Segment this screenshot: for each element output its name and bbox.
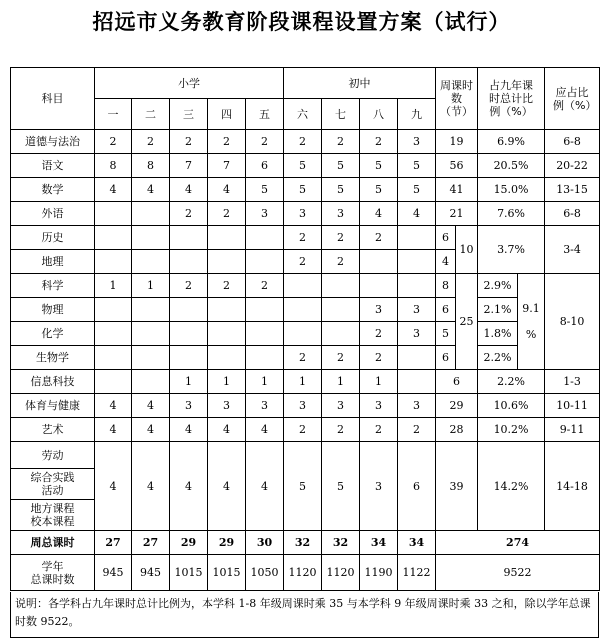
subject-name: 化学: [11, 322, 95, 346]
cell: 4: [132, 442, 170, 531]
cell: 34: [360, 531, 398, 555]
cell: 2: [284, 418, 322, 442]
target-range: 14-18: [545, 442, 600, 531]
grade-2: 二: [132, 99, 170, 130]
cell: [246, 298, 284, 322]
cell: [95, 370, 132, 394]
cell: 29: [170, 531, 208, 555]
weekly-total: 6: [436, 370, 478, 394]
header-target: 应占比例（%）: [545, 68, 600, 130]
sub-total: 6: [436, 226, 456, 250]
cell: [170, 226, 208, 250]
cell: [95, 346, 132, 370]
grade-7: 七: [322, 99, 360, 130]
table-row: [11, 226, 600, 250]
cell: [170, 346, 208, 370]
cell: 2: [246, 130, 284, 154]
cell: [322, 322, 360, 346]
cell: 1190: [360, 555, 398, 591]
cell: 5: [360, 178, 398, 202]
cell: 4: [246, 418, 284, 442]
cell: 2: [208, 274, 246, 298]
cell: [208, 322, 246, 346]
cell: 1: [284, 370, 322, 394]
cell: 2: [322, 130, 360, 154]
subject-name-line: 地方课程: [30, 502, 75, 515]
grand-total: 9522: [436, 555, 600, 591]
cell: [132, 346, 170, 370]
curriculum-table: [10, 67, 600, 591]
subject-name: 道德与法治: [11, 130, 95, 154]
cell: 945: [95, 555, 132, 591]
cell: 1015: [208, 555, 246, 591]
subject-name: 生物学: [11, 346, 95, 370]
cell: 4: [132, 418, 170, 442]
share-pct: 10.6%: [478, 394, 545, 418]
cell: [322, 298, 360, 322]
table-row: [11, 370, 600, 394]
subject-name: 劳动: [11, 442, 95, 469]
cell: 1120: [322, 555, 360, 591]
target-range: 9-11: [545, 418, 600, 442]
cell: [398, 370, 436, 394]
table-row: [11, 202, 600, 226]
cell: 2: [170, 274, 208, 298]
cell: 3: [360, 394, 398, 418]
cell: 3: [322, 202, 360, 226]
page-title: 招远市义务教育阶段课程设置方案（试行）: [92, 10, 511, 34]
cell: 8: [95, 154, 132, 178]
cell: 2: [360, 130, 398, 154]
cell: 4: [170, 418, 208, 442]
cell: [132, 370, 170, 394]
header-primary: 小学: [95, 68, 284, 99]
cell: 5: [322, 178, 360, 202]
target-range: 20-22: [545, 154, 600, 178]
share-pct: 10.2%: [478, 418, 545, 442]
cell: 945: [132, 555, 170, 591]
cell: 1: [170, 370, 208, 394]
weekly-total: 29: [436, 394, 478, 418]
subject-name: [11, 500, 95, 531]
cell: 5: [398, 154, 436, 178]
table-row: [11, 130, 600, 154]
header-share: 占九年课时总计比例（%）: [478, 68, 545, 130]
share-pct: 6.9%: [478, 130, 545, 154]
cell: 32: [284, 531, 322, 555]
subject-name: [11, 555, 95, 591]
weekly-total: 21: [436, 202, 478, 226]
cell: [170, 322, 208, 346]
table-row: [11, 418, 600, 442]
cell: [246, 226, 284, 250]
weekly-total: 39: [436, 442, 478, 531]
cell: 5: [322, 442, 360, 531]
header-middle: 初中: [284, 68, 436, 99]
weekly-total: 41: [436, 178, 478, 202]
subject-name: [11, 469, 95, 500]
cell: 3: [284, 202, 322, 226]
cell: 2: [208, 130, 246, 154]
cell: 2: [322, 250, 360, 274]
cell: 2: [246, 274, 284, 298]
grand-total: 274: [436, 531, 600, 555]
cell: 30: [246, 531, 284, 555]
cell: [246, 322, 284, 346]
cell: 2: [170, 130, 208, 154]
cell: 1050: [246, 555, 284, 591]
sub-pct: 2.2%: [478, 346, 518, 370]
cell: 4: [360, 202, 398, 226]
target-range: 6-8: [545, 202, 600, 226]
cell: 3: [398, 130, 436, 154]
group-pct: [518, 274, 545, 370]
share-pct: 7.6%: [478, 202, 545, 226]
cell: [208, 298, 246, 322]
cell: 2: [284, 130, 322, 154]
subject-name: 周总课时: [11, 531, 95, 555]
grade-4: 四: [208, 99, 246, 130]
cell: 6: [398, 442, 436, 531]
cell: [246, 250, 284, 274]
cell: 2: [360, 322, 398, 346]
cell: 4: [208, 178, 246, 202]
grade-1: 一: [95, 99, 132, 130]
sub-pct: 2.9%: [478, 274, 518, 298]
sub-total: 6: [436, 298, 456, 322]
subject-name: 历史: [11, 226, 95, 250]
cell: 1: [322, 370, 360, 394]
cell: 3: [284, 394, 322, 418]
cell: 32: [322, 531, 360, 555]
cell: 4: [170, 442, 208, 531]
sub-total: 5: [436, 322, 456, 346]
group-total: 25: [456, 274, 478, 370]
cell: 8: [132, 154, 170, 178]
cell: 2: [322, 226, 360, 250]
subject-name: 科学: [11, 274, 95, 298]
cell: 4: [95, 394, 132, 418]
sub-pct: 1.8%: [478, 322, 518, 346]
cell: [132, 226, 170, 250]
sub-total: 6: [436, 346, 456, 370]
cell: 3: [398, 298, 436, 322]
grade-5: 五: [246, 99, 284, 130]
cell: 1: [95, 274, 132, 298]
cell: 2: [95, 130, 132, 154]
cell: 2: [322, 418, 360, 442]
grade-8: 八: [360, 99, 398, 130]
sub-pct: 2.1%: [478, 298, 518, 322]
subject-name-line: 活动: [41, 484, 64, 497]
cell: 4: [95, 178, 132, 202]
target-range: 8-10: [545, 274, 600, 370]
cell: 2: [132, 130, 170, 154]
sub-total: 8: [436, 274, 456, 298]
cell: [132, 322, 170, 346]
weekly-total: 28: [436, 418, 478, 442]
table-row: [11, 346, 600, 370]
cell: 3: [322, 394, 360, 418]
cell: 3: [360, 442, 398, 531]
weekly-total: 56: [436, 154, 478, 178]
cell: 5: [322, 154, 360, 178]
table-row: [11, 531, 600, 555]
share-pct: 2.2%: [478, 370, 545, 394]
cell: 2: [170, 202, 208, 226]
share-pct: 20.5%: [478, 154, 545, 178]
cell: 3: [246, 394, 284, 418]
cell: [208, 226, 246, 250]
cell: [398, 274, 436, 298]
cell: 1122: [398, 555, 436, 591]
cell: 4: [132, 178, 170, 202]
cell: 4: [132, 394, 170, 418]
cell: [95, 322, 132, 346]
cell: 5: [284, 442, 322, 531]
grade-3: 三: [170, 99, 208, 130]
target-range: 10-11: [545, 394, 600, 418]
cell: [132, 298, 170, 322]
share-pct: 3.7%: [478, 226, 545, 274]
target-range: 13-15: [545, 178, 600, 202]
cell: 5: [398, 178, 436, 202]
table-row: [11, 274, 600, 298]
table-row: [11, 442, 600, 469]
cell: 1015: [170, 555, 208, 591]
cell: 3: [170, 394, 208, 418]
target-range: 3-4: [545, 226, 600, 274]
subject-name-line: 综合实践: [30, 471, 75, 484]
cell: [360, 250, 398, 274]
cell: 27: [95, 531, 132, 555]
cell: 1: [246, 370, 284, 394]
cell: 5: [246, 178, 284, 202]
cell: [284, 274, 322, 298]
cell: 4: [95, 442, 132, 531]
group-pct-value: 9.1: [522, 302, 540, 315]
table-row: [11, 298, 600, 322]
table-row: [11, 555, 600, 591]
table-row: [11, 154, 600, 178]
cell: [208, 250, 246, 274]
cell: [95, 298, 132, 322]
cell: [398, 346, 436, 370]
cell: 3: [246, 202, 284, 226]
cell: [398, 250, 436, 274]
subject-name: 物理: [11, 298, 95, 322]
cell: [360, 274, 398, 298]
cell: 2: [284, 346, 322, 370]
cell: 4: [170, 178, 208, 202]
cell: 5: [360, 154, 398, 178]
cell: 7: [208, 154, 246, 178]
header-subject: 科目: [11, 68, 95, 130]
cell: [132, 250, 170, 274]
share-pct: 14.2%: [478, 442, 545, 531]
share-pct: 15.0%: [478, 178, 545, 202]
cell: [170, 298, 208, 322]
cell: [95, 202, 132, 226]
cell: [246, 346, 284, 370]
cell: 4: [95, 418, 132, 442]
cell: 5: [284, 154, 322, 178]
cell: 4: [246, 442, 284, 531]
cell: 2: [284, 226, 322, 250]
table-row: [11, 178, 600, 202]
table-row: [11, 394, 600, 418]
cell: 1: [132, 274, 170, 298]
cell: 6: [246, 154, 284, 178]
cell: [398, 226, 436, 250]
cell: [170, 250, 208, 274]
cell: 5: [284, 178, 322, 202]
weekly-total: 19: [436, 130, 478, 154]
subject-name: 外语: [11, 202, 95, 226]
table-row: [11, 322, 600, 346]
subject-name: 体育与健康: [11, 394, 95, 418]
cell: [95, 226, 132, 250]
cell: 2: [284, 250, 322, 274]
cell: 1120: [284, 555, 322, 591]
cell: 1: [208, 370, 246, 394]
cell: 1: [360, 370, 398, 394]
group-total: 10: [456, 226, 478, 274]
cell: 2: [398, 418, 436, 442]
cell: 3: [360, 298, 398, 322]
header-weekly: 周课时数（节）: [436, 68, 478, 130]
cell: 2: [360, 226, 398, 250]
target-range: 1-3: [545, 370, 600, 394]
subject-name: 地理: [11, 250, 95, 274]
cell: 3: [208, 394, 246, 418]
cell: 3: [398, 394, 436, 418]
cell: [284, 298, 322, 322]
cell: 3: [398, 322, 436, 346]
cell: 27: [132, 531, 170, 555]
cell: 29: [208, 531, 246, 555]
group-pct-unit: %: [525, 328, 537, 341]
subject-name: 语文: [11, 154, 95, 178]
cell: 7: [170, 154, 208, 178]
cell: [132, 202, 170, 226]
grade-6: 六: [284, 99, 322, 130]
cell: [284, 322, 322, 346]
cell: 2: [360, 346, 398, 370]
cell: [208, 346, 246, 370]
subject-name: 艺术: [11, 418, 95, 442]
cell: 4: [398, 202, 436, 226]
subject-name: 数学: [11, 178, 95, 202]
cell: 4: [208, 442, 246, 531]
target-range: 6-8: [545, 130, 600, 154]
grade-9: 九: [398, 99, 436, 130]
cell: 2: [360, 418, 398, 442]
cell: 2: [208, 202, 246, 226]
subject-name: 信息科技: [11, 370, 95, 394]
cell: 2: [322, 346, 360, 370]
subject-name-line: 学年: [41, 559, 64, 573]
footnote: 说明：各学科占九年课时总计比例为，本学科 1-8 年级周课时乘 35 与本学科 9 年级周课时乘 33 之和，除以学年总课时数 9522。: [10, 592, 599, 638]
cell: [322, 274, 360, 298]
cell: 34: [398, 531, 436, 555]
cell: 4: [208, 418, 246, 442]
sub-total: 4: [436, 250, 456, 274]
cell: [95, 250, 132, 274]
subject-name-line: 校本课程: [30, 515, 75, 528]
subject-name-line: 总课时数: [30, 572, 75, 586]
